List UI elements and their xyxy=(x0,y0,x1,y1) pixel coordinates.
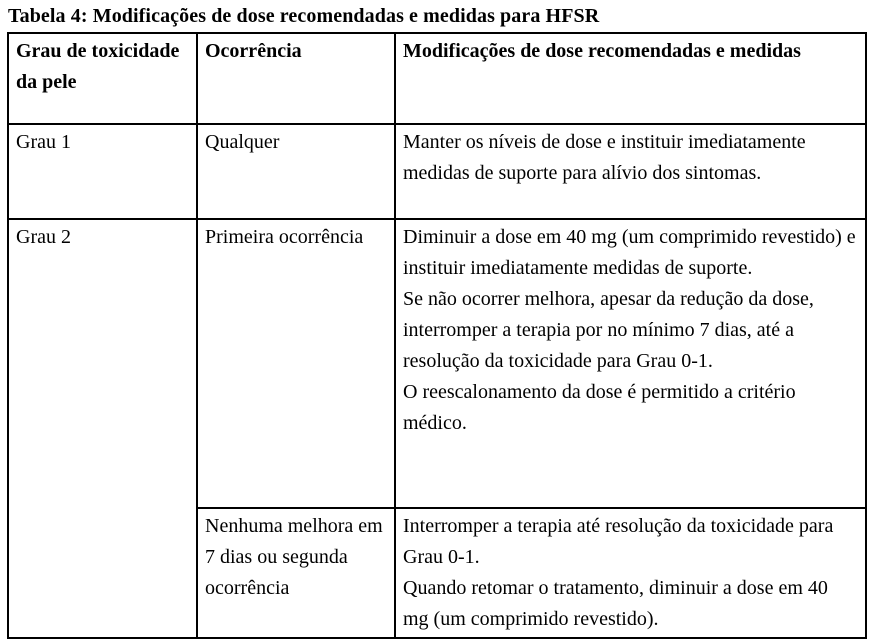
measure-paragraph: O reescalonamento da dose é permitido a critério médico. xyxy=(403,381,796,434)
dose-modification-table xyxy=(7,32,867,639)
cell-occurrence-grau2-second: Nenhuma melhora em 7 dias ou segunda ocorrência xyxy=(197,508,395,638)
measure-paragraph: Interromper a terapia até resolução da toxicidade para Grau 0-1. xyxy=(403,515,834,568)
header-cell-occurrence: Ocorrência xyxy=(197,33,395,124)
cell-occurrence-grau2-first: Primeira ocorrência xyxy=(197,219,395,508)
cell-grade-grau1: Grau 1 xyxy=(8,124,197,219)
cell-measures-grau1 xyxy=(395,124,866,219)
measure-paragraph: Se não ocorrer melhora, apesar da redução da dose, interromper a terapia por no mínimo 7 dias, até a resolução da toxicidade para Grau 0-1. xyxy=(403,288,814,372)
cell-measures-grau2-first xyxy=(395,219,866,508)
measure-paragraph: Manter os níveis de dose e instituir imediatamente medidas de suporte para alívio dos sintomas. xyxy=(403,131,806,184)
cell-measures-grau2-second xyxy=(395,508,866,638)
header-cell-measures: Modificações de dose recomendadas e medidas xyxy=(395,33,866,124)
header-cell-grade: Grau de toxicidade da pele xyxy=(8,33,197,124)
table-title: Tabela 4: Modificações de dose recomendadas e medidas para HFSR xyxy=(8,5,600,27)
table-header-row xyxy=(8,33,866,124)
table-row xyxy=(8,219,866,508)
table-row xyxy=(8,124,866,219)
measure-paragraph: Quando retomar o tratamento, diminuir a dose em 40 mg (um comprimido revestido). xyxy=(403,577,828,630)
cell-occurrence-grau1: Qualquer xyxy=(197,124,395,219)
cell-grade-grau2: Grau 2 xyxy=(8,219,197,638)
measure-paragraph: Diminuir a dose em 40 mg (um comprimido revestido) e instituir imediatamente medidas de suporte. xyxy=(403,226,856,279)
